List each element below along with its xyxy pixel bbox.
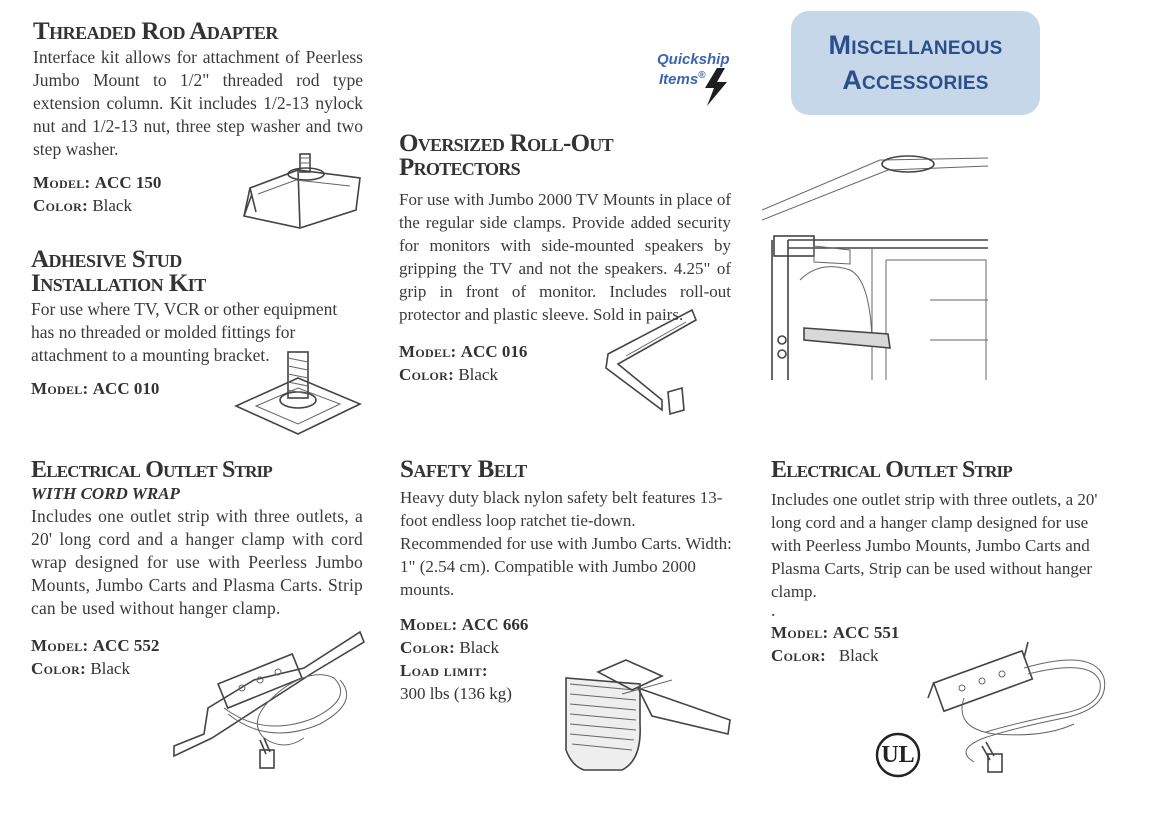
color-value: Black [90,659,130,678]
tv-mount-illustration [760,140,992,380]
category-banner [791,11,1040,115]
color-label: Color: [31,659,87,678]
outlet-strip-section [771,458,1101,667]
lightning-bolt-icon [701,68,731,106]
ul-listed-mark [875,732,921,778]
banner-line-1: Miscellaneous [828,30,1003,60]
model-number: ACC 551 [832,623,900,642]
outlet-strip-title: Electrical Outlet Strip [771,457,1012,483]
color-value: Black [458,365,498,384]
color-value: Black [459,638,499,657]
outlet-strip-cord-wrap-title: Electrical Outlet Strip [31,457,272,483]
model-number: ACC 150 [94,173,162,192]
color-label: Color: [399,365,455,384]
load-limit-value: 300 lbs (136 kg) [400,684,512,703]
model-label: Model: [771,623,829,642]
adhesive-stud-title-line-2: Installation Kit [31,270,206,297]
model-label: Model: [399,342,457,361]
roll-out-protectors-title: Oversized Roll-Out Protectors [399,130,613,181]
adhesive-stud-illustration [232,348,364,438]
model-number: ACC 666 [461,615,529,634]
model-number: ACC 552 [92,636,160,655]
color-label: Color: [771,646,827,665]
threaded-rod-adapter-illustration [238,150,366,232]
model-number: ACC 010 [92,379,160,398]
adhesive-stud-description-text: For use where TV, VCR or other equipment has no threaded or molded fittings for attachment to a mounting bracket. [31,299,338,365]
safety-belt-description: Heavy duty black nylon safety belt features 13-foot endless loop ratchet tie-down. Recommended for use with Jumbo Carts. Width: 1" (2.54 cm). Compatible with Jumbo 2000 mounts. [400,488,732,599]
adhesive-stud-title-line-1: Adhesive Stud [31,246,182,273]
color-value: Black [838,646,879,665]
roll-out-protector-illustration [602,304,702,420]
outlet-strip-illustration [924,638,1114,776]
color-label: Color: [33,196,89,215]
outlet-strip-cord-wrap-illustration [164,628,370,774]
safety-belt-title: Safety Belt [400,456,527,483]
threaded-rod-title: Threaded Rod Adapter [33,18,278,45]
model-number: ACC 016 [460,342,528,361]
banner-line-2: Accessories [842,65,989,95]
registered-mark: ® [698,70,706,81]
quickship-items-label: Items [659,71,699,88]
load-limit-label: Load limit: [400,661,488,680]
ul-text: UL [881,742,915,768]
stray-dot: . [771,600,776,620]
model-label: Model: [400,615,458,634]
outlet-strip-subtitle: WITH CORD WRAP [31,484,180,503]
roll-out-protectors-description: For use with Jumbo 2000 TV Mounts in place of the regular side clamps. Provide added security for monitors with side-mounted speakers by gripping the TV and not the speakers. 4.25" of grip in front of monitor. Includes roll-out protector and plastic sleeve. Sold in pairs. [399,190,731,324]
safety-belt-illustration [562,654,734,772]
model-label: Model: [33,173,91,192]
outlet-strip-description: Includes one outlet strip with three outlets, a 20' long cord and a hanger clamp designed for use with Peerless Jumbo Mounts, Jumbo Carts and Plasma Carts, Strip can be used without hanger clamp. [771,490,1098,601]
threaded-rod-description: Interface kit allows for attachment of Peerless Jumbo Mount to 1/2" threaded rod type extension column. Kit includes 1/2-13 nylock nut and 1/2-13 nut, three step washer and two step washer. [33,47,363,159]
color-value: Black [92,196,132,215]
quickship-badge [657,52,757,112]
outlet-strip-cord-wrap-description: Includes one outlet strip with three outlets, a 20' long cord and a hanger clamp with cord wrap designed for use with Peerless Jumbo Mounts, Jumbo Carts and Plasma Carts. Strip can be used without hanger clamp. [31,506,363,618]
quickship-label: Quickship [657,51,730,68]
model-label: Model: [31,636,89,655]
color-label: Color: [400,638,456,657]
model-label: Model: [31,379,89,398]
